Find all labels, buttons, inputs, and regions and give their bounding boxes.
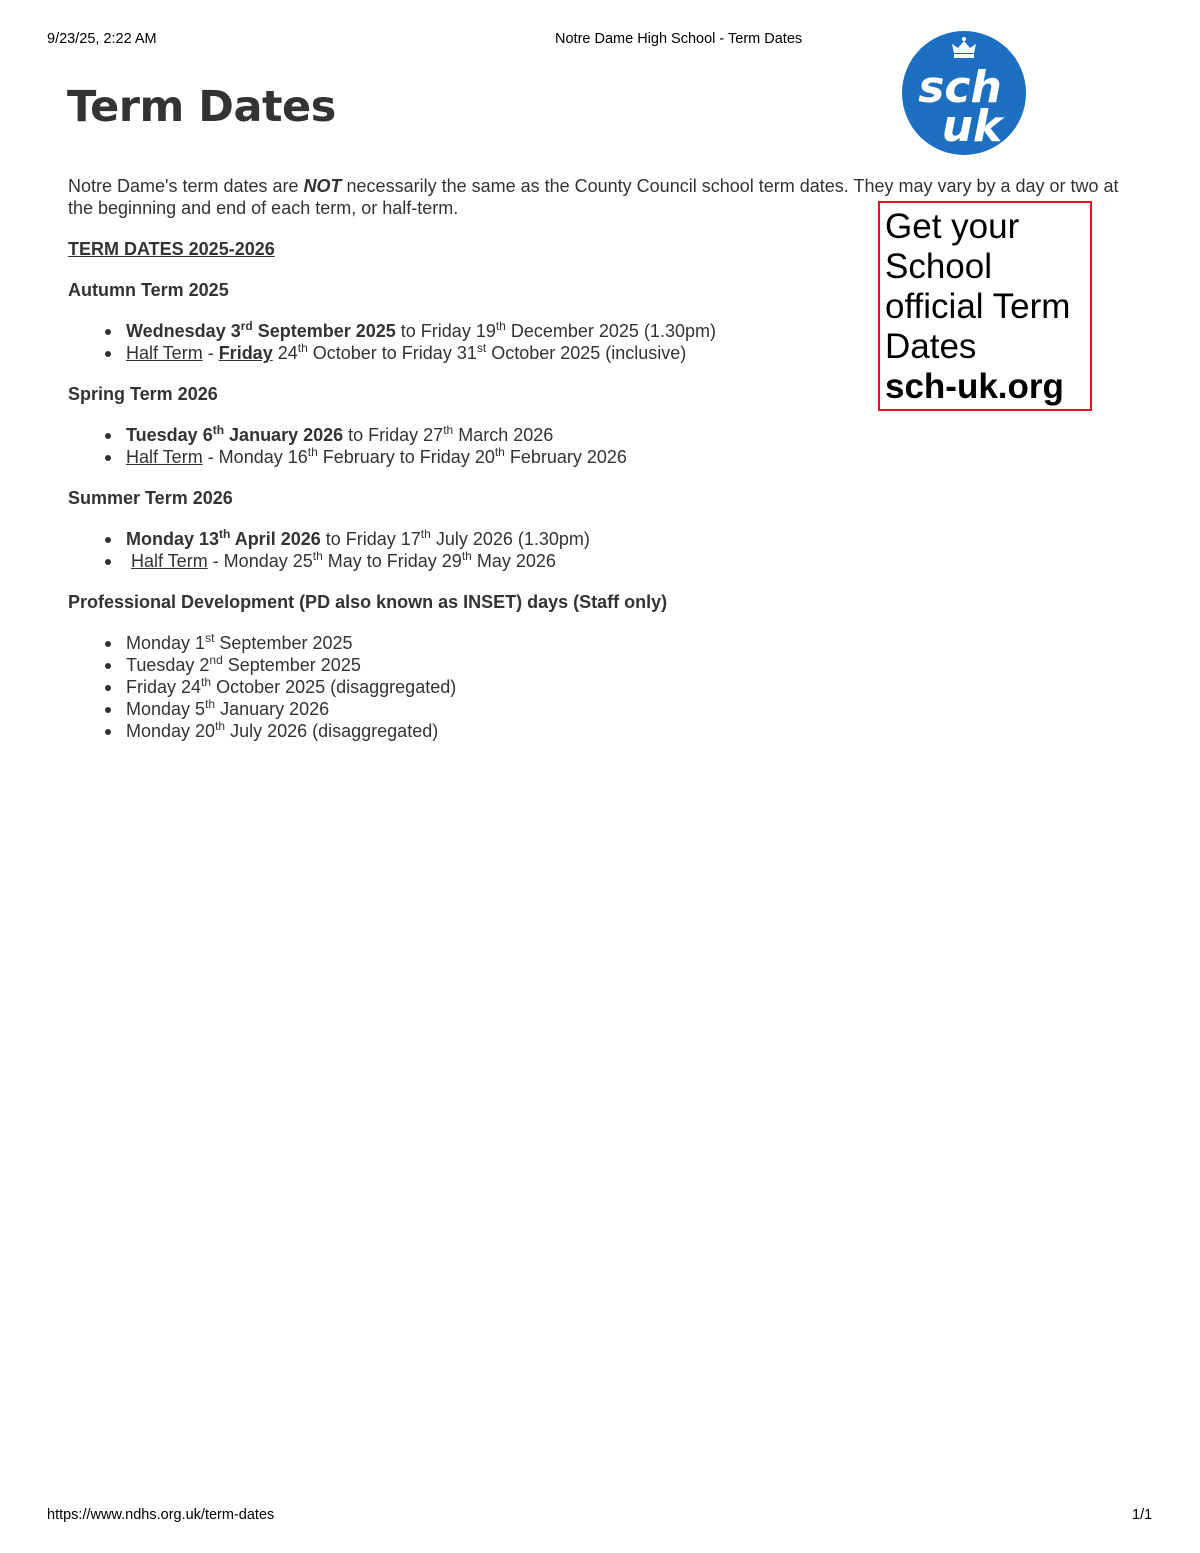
print-url: https://www.ndhs.org.uk/term-dates bbox=[47, 1507, 275, 1523]
half-term-link[interactable]: Half Term bbox=[126, 343, 203, 363]
sch-uk-ad-box[interactable] bbox=[878, 201, 1092, 411]
print-page-number: 1/1 bbox=[1132, 1507, 1153, 1523]
ad-url-link[interactable]: sch-uk.org bbox=[885, 367, 1064, 406]
sch-uk-logo bbox=[902, 31, 1026, 155]
list-item: Monday 13th April 2026 to Friday 17th July 2026 (1.30pm) bbox=[68, 528, 1128, 550]
list-item: Monday 20th July 2026 (disaggregated) bbox=[68, 720, 1128, 742]
list-item: Tuesday 6th January 2026 to Friday 27th March 2026 bbox=[68, 424, 1128, 446]
spring-list bbox=[68, 424, 1128, 468]
logo-sch-text: sch bbox=[918, 62, 1002, 113]
logo-uk-text: uk bbox=[941, 101, 1003, 152]
list-item: Friday 24th October 2025 (disaggregated) bbox=[68, 676, 1128, 698]
autumn-heading: Autumn Term 2025 bbox=[68, 280, 229, 300]
print-datetime: 9/23/25, 2:22 AM bbox=[47, 31, 157, 47]
year-heading: TERM DATES 2025-2026 bbox=[68, 239, 275, 259]
list-item: Monday 1st September 2025 bbox=[68, 632, 1128, 654]
half-term-link[interactable]: Half Term bbox=[131, 551, 208, 571]
intro-text-rest: necessarily the same as the County Council school term dates. They may vary by a day or two at the beginning and end of each term, or half-term. bbox=[68, 176, 1119, 218]
half-term-link[interactable]: Half Term bbox=[126, 447, 203, 467]
page-title: Term Dates bbox=[67, 82, 336, 132]
list-item: Half Term - Monday 16th February to Friday 20th February 2026 bbox=[68, 446, 1128, 468]
pd-list bbox=[68, 632, 1128, 742]
intro-emphasis: NOT bbox=[303, 176, 342, 196]
list-item: Monday 5th January 2026 bbox=[68, 698, 1128, 720]
list-item: Half Term - Monday 25th May to Friday 29th May 2026 bbox=[68, 550, 1128, 572]
print-page-title: Notre Dame High School - Term Dates bbox=[555, 31, 803, 47]
pd-heading: Professional Development (PD also known as INSET) days (Staff only) bbox=[68, 592, 668, 612]
ad-text: Get your School official Term Dates bbox=[885, 207, 1071, 366]
list-item: Half Term - Friday 24th October to Friday 31st October 2025 (inclusive) bbox=[68, 342, 1128, 364]
list-item: Wednesday 3rd September 2025 to Friday 19th December 2025 (1.30pm) bbox=[68, 320, 1128, 342]
spring-heading: Spring Term 2026 bbox=[68, 384, 218, 404]
summer-heading: Summer Term 2026 bbox=[68, 488, 233, 508]
list-item: Tuesday 2nd September 2025 bbox=[68, 654, 1128, 676]
intro-text: Notre Dame's term dates are bbox=[68, 176, 304, 196]
summer-list bbox=[68, 528, 1128, 572]
